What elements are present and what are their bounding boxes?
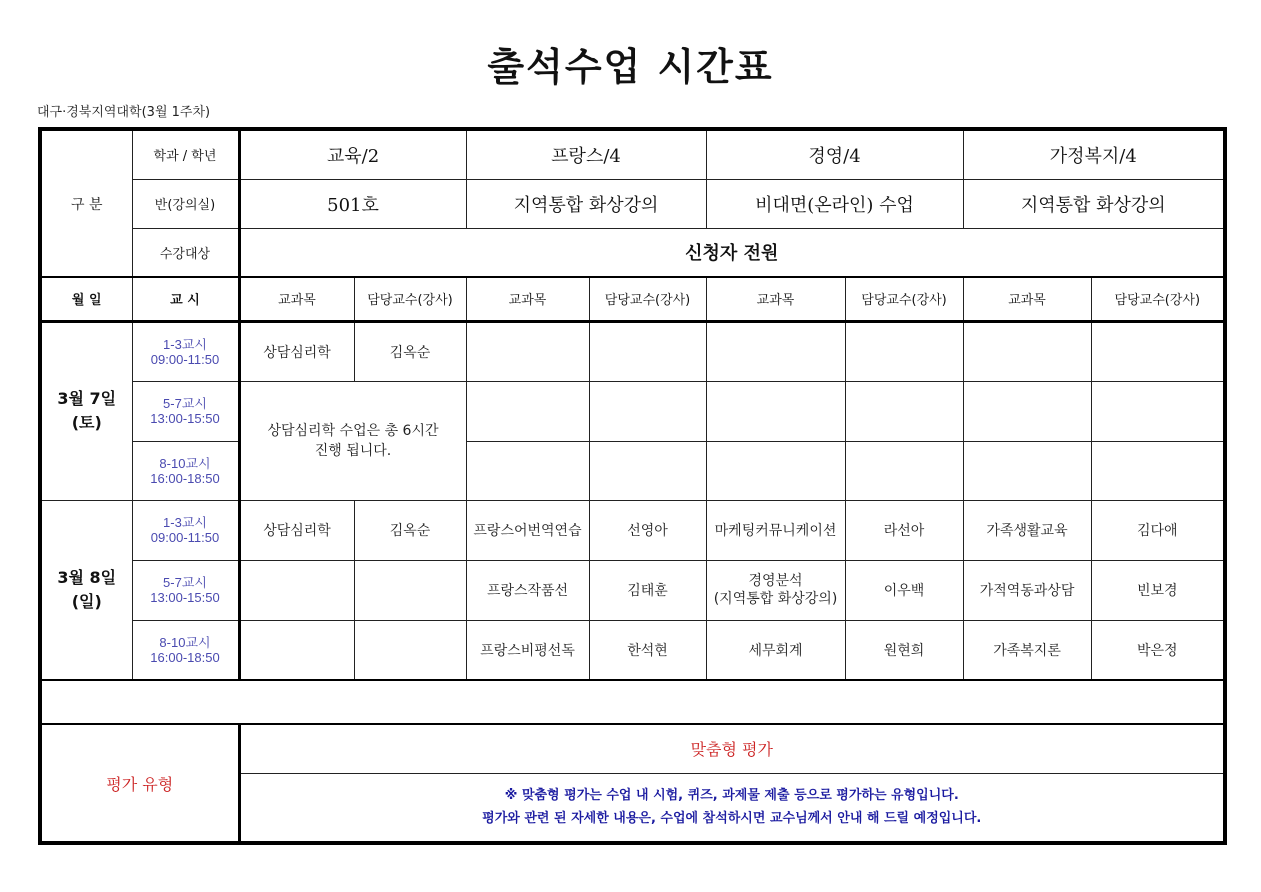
weekday-text: (일) xyxy=(71,591,102,611)
professor-cell xyxy=(589,441,706,500)
date-cell xyxy=(40,321,132,500)
professor-cell: 라선아 xyxy=(845,500,963,560)
dept-family-welfare: 가정복지/4 xyxy=(963,129,1225,179)
professor-cell: 한석현 xyxy=(589,620,706,680)
period-cell xyxy=(132,441,239,500)
professor-cell xyxy=(845,381,963,441)
evaluation-type-row xyxy=(40,724,1225,773)
subject-cell: 가족복지론 xyxy=(963,620,1091,680)
professor-header: 담당교수(강사) xyxy=(589,277,706,321)
timetable xyxy=(38,127,1227,845)
evaluation-note-line1: ※ 맞춤형 평가는 수업 내 시험, 퀴즈, 과제물 제출 등으로 평가하는 유형입니다. xyxy=(504,788,959,804)
blank-row xyxy=(40,680,1225,724)
schedule-row xyxy=(40,620,1225,680)
period-time: 13:00-15:50 xyxy=(150,590,220,605)
professor-header: 담당교수(강사) xyxy=(354,277,466,321)
subject-cell xyxy=(466,441,589,500)
subject-cell xyxy=(706,381,845,441)
period-time: 16:00-18:50 xyxy=(150,649,220,665)
period-label: 1-3교시 xyxy=(163,515,207,530)
professor-cell: 김옥순 xyxy=(354,500,466,560)
target-label: 수강대상 xyxy=(132,228,239,277)
professor-cell: 김옥순 xyxy=(354,321,466,381)
period-time: 09:00-11:50 xyxy=(150,530,220,545)
subject-header: 교과목 xyxy=(239,277,354,321)
subject-cell xyxy=(706,321,845,381)
professor-cell: 박은정 xyxy=(1091,620,1225,680)
blank-cell xyxy=(40,680,1225,724)
subject-cell: 상담심리학 xyxy=(239,500,354,560)
schedule-row xyxy=(40,381,1225,441)
professor-cell xyxy=(1091,321,1225,381)
subject-cell xyxy=(963,321,1091,381)
page-subtitle: 대구·경북지역대학(3월 1주차) xyxy=(37,105,211,120)
schedule-row xyxy=(40,321,1225,381)
professor-cell xyxy=(845,441,963,500)
period-cell xyxy=(132,321,239,381)
period-time: 09:00-11:50 xyxy=(150,351,220,367)
schedule-row xyxy=(40,441,1225,500)
professor-cell xyxy=(589,321,706,381)
room-family-welfare: 지역통합 화상강의 xyxy=(963,179,1225,228)
room-french: 지역통합 화상강의 xyxy=(466,179,706,228)
professor-cell xyxy=(589,381,706,441)
dept-business: 경영/4 xyxy=(706,129,963,179)
professor-cell: 김태훈 xyxy=(589,560,706,620)
period-label: 5-7교시 xyxy=(163,575,207,590)
period-cell xyxy=(132,500,239,560)
schedule-row xyxy=(40,560,1225,620)
course-note: 상담심리학 수업은 총 6시간 진행 됩니다. xyxy=(239,381,466,500)
professor-header: 담당교수(강사) xyxy=(845,277,963,321)
period-label: 8-10교시 xyxy=(159,455,211,471)
subject-cell: 프랑스비평선독 xyxy=(466,620,589,680)
professor-cell: 이우백 xyxy=(845,560,963,620)
professor-cell: 김다애 xyxy=(1091,500,1225,560)
date-text: 3월 8일 xyxy=(57,567,117,587)
category-label: 구 분 xyxy=(40,129,132,277)
period-col-label: 교 시 xyxy=(132,277,239,321)
room-label: 반(강의실) xyxy=(132,179,239,228)
subject-header: 교과목 xyxy=(466,277,589,321)
subject-cell: 가적역동과상담 xyxy=(963,560,1091,620)
period-label: 8-10교시 xyxy=(159,634,211,650)
period-time: 13:00-15:50 xyxy=(150,411,220,426)
target-row xyxy=(40,228,1225,277)
evaluation-label: 평가 유형 xyxy=(40,724,239,843)
subject-cell xyxy=(706,441,845,500)
period-time: 16:00-18:50 xyxy=(150,470,220,486)
subject-cell: 프랑스어번역연습 xyxy=(466,500,589,560)
subject-header: 교과목 xyxy=(963,277,1091,321)
date-text: 3월 7일 xyxy=(57,389,117,408)
subject-cell xyxy=(466,321,589,381)
page-title: 출석수업 시간표 xyxy=(487,45,774,89)
professor-cell: 빈보경 xyxy=(1091,560,1225,620)
subject-cell: 가족생활교육 xyxy=(963,500,1091,560)
period-cell xyxy=(132,560,239,620)
subject-cell: 상담심리학 xyxy=(239,321,354,381)
period-label: 5-7교시 xyxy=(163,396,207,411)
room-business: 비대면(온라인) 수업 xyxy=(706,179,963,228)
department-row xyxy=(40,129,1225,179)
professor-header: 담당교수(강사) xyxy=(1091,277,1225,321)
column-header-row xyxy=(40,277,1225,321)
date-col-label: 월 일 xyxy=(40,277,132,321)
dept-education: 교육/2 xyxy=(239,129,466,179)
professor-cell xyxy=(354,620,466,680)
subject-cell xyxy=(706,560,845,620)
evaluation-type: 맞춤형 평가 xyxy=(239,724,1225,773)
subject-cell xyxy=(239,560,354,620)
professor-cell xyxy=(1091,381,1225,441)
subject-cell xyxy=(466,381,589,441)
subject-note: (지역통합 화상강의) xyxy=(713,591,838,607)
weekday-text: (토) xyxy=(71,413,102,432)
subject-cell xyxy=(239,620,354,680)
schedule-row xyxy=(40,500,1225,560)
room-education: 501호 xyxy=(239,179,466,228)
subject-cell xyxy=(963,381,1091,441)
professor-cell xyxy=(1091,441,1225,500)
target-value: 신청자 전원 xyxy=(239,228,1225,277)
subject-cell: 프랑스작품선 xyxy=(466,560,589,620)
professor-cell xyxy=(845,321,963,381)
evaluation-note-line2: 평가와 관련 된 자세한 내용은, 수업에 참석하시면 교수님께서 안내 해 드릴 예정입니다. xyxy=(482,811,982,827)
professor-cell: 선영아 xyxy=(589,500,706,560)
subject-name: 경영분석 xyxy=(748,573,803,589)
professor-cell: 원현희 xyxy=(845,620,963,680)
period-label: 1-3교시 xyxy=(163,336,207,352)
evaluation-note xyxy=(239,773,1225,843)
professor-cell xyxy=(354,560,466,620)
room-row xyxy=(40,179,1225,228)
subject-cell: 마케팅커뮤니케이션 xyxy=(706,500,845,560)
subject-header: 교과목 xyxy=(706,277,845,321)
subject-cell xyxy=(963,441,1091,500)
period-cell xyxy=(132,381,239,441)
date-cell xyxy=(40,500,132,680)
period-cell xyxy=(132,620,239,680)
dept-label: 학과 / 학년 xyxy=(132,129,239,179)
subject-cell: 세무회계 xyxy=(706,620,845,680)
dept-french: 프랑스/4 xyxy=(466,129,706,179)
